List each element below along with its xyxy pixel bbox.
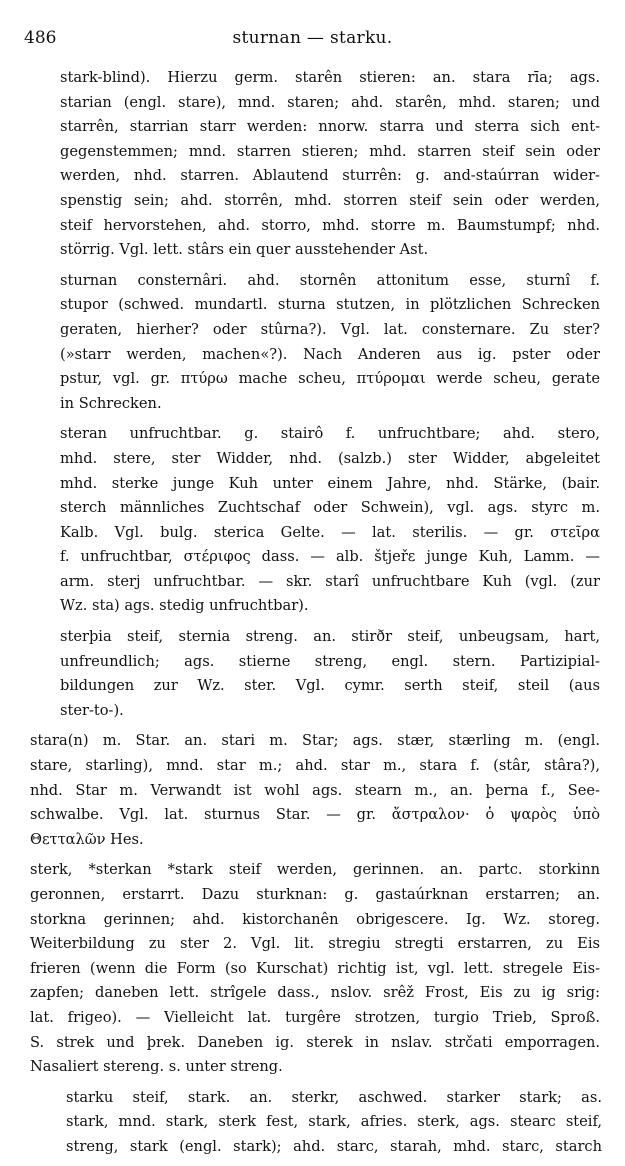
entry-head-line: steran unfruchtbar. g. stairô f. unfruchtbare; ahd. stero, xyxy=(60,425,600,443)
entry-sturnan xyxy=(0,269,625,417)
text-line: störrig. Vgl. lett. stârs ein quer ausstehender Ast. xyxy=(60,241,429,259)
text-line: geronnen, erstarrt. Dazu sturknan: g. gastaúrknan erstarren; an. xyxy=(30,886,600,903)
text-line: zapfen; daneben lett. strîgele dass., nslov. srêž Frost, Eis zu ig srig: xyxy=(30,984,600,1002)
text-line: nhd. Star m. Verwandt ist wohl ags. stearn m., an. þerna f., See- xyxy=(30,781,600,799)
text-line: streng, stark (engl. stark); ahd. starc, starah, mhd. starc, starch xyxy=(66,1137,602,1155)
entry-staran xyxy=(0,729,625,852)
text-line: stupor (schwed. mundartl. sturna stutzen, in plötzlichen Schrecken xyxy=(60,296,600,314)
entry-head-line: sterk, *sterkan *stark steif werden, gerinnen. an. partc. storkinn xyxy=(30,861,600,879)
text-line: stare, starling), mnd. star m.; ahd. star m., stara f. (stâr, stâra?), xyxy=(30,757,600,775)
text-line: (»starr werden, machen«?). Nach Anderen aus ig. pster oder xyxy=(60,345,600,363)
running-title: sturnan — starku. xyxy=(232,28,393,48)
text-line: starrên, starrian starr werden: nnorw. starra und sterra sich ent- xyxy=(60,118,600,136)
text-line: Weiterbildung zu ster 2. Vgl. lit. stregiu stregti erstarren, zu Eis xyxy=(30,935,600,953)
text-line: Θετταλῶν Hes. xyxy=(30,830,144,848)
text-line: arm. sterj unfruchtbar. — skr. starî unfruchtbare Kuh (vgl. (zur xyxy=(60,572,600,590)
entry-starku xyxy=(0,1086,625,1160)
page-number: 486 xyxy=(24,28,57,48)
text-line: Nasaliert stereng. s. unter streng. xyxy=(30,1058,283,1076)
text-line: pstur, vgl. gr. πτύρω mache scheu, πτύρομαι werde scheu, gerate xyxy=(60,370,600,388)
entry-head-line: sturnan consternâri. ahd. stornên attonitum esse, sturnî f. xyxy=(60,271,600,289)
text-line: ster-to-). xyxy=(60,701,124,719)
text-line: Wz. sta) ags. stedig unfruchtbar). xyxy=(60,597,309,615)
text-line: lat. frigeo). — Vielleicht lat. turgêre strotzen, turgio Trieb, Sproß. xyxy=(30,1008,600,1026)
entry-head-line: starku steif, stark. an. sterkr, aschwed. starker stark; as. xyxy=(66,1088,602,1106)
text-line: bildungen zur Wz. ster. Vgl. cymr. serth steif, steil (aus xyxy=(60,677,600,695)
text-line: stark-blind). Hierzu germ. starên stieren: an. stara rīa; ags. xyxy=(60,69,600,86)
text-line: spenstig sein; ahd. storrên, mhd. storren steif sein oder werden, xyxy=(60,191,600,209)
entry-head-line: stara(n) m. Star. an. stari m. Star; ags. stær, stærling m. (engl. xyxy=(30,732,600,750)
text-line: frieren (wenn die Form (so Kurschat) richtig ist, vgl. lett. stregele Eis- xyxy=(30,959,600,977)
entry-head-line: sterþia steif, sternia streng. an. stirðr steif, unbeugsam, hart, xyxy=(60,628,600,646)
entry-stark-blind-continuation xyxy=(0,66,625,263)
entry-steran xyxy=(0,422,625,619)
text-line: mhd. sterke junge Kuh unter einem Jahre, nhd. Stärke, (bair. xyxy=(60,474,600,492)
text-line: sterch männliches Zuchtschaf oder Schwein), vgl. ags. styrc m. xyxy=(60,499,600,517)
entry-sterk xyxy=(0,858,625,1079)
text-line: steif hervorstehen, ahd. storro, mhd. storre m. Baumstumpf; nhd. xyxy=(60,216,600,234)
text-line: gegenstemmen; mnd. starren stieren; mhd. starren steif sein oder xyxy=(60,142,600,160)
text-line: S. strek und þrek. Daneben ig. sterek in nslav. strčati emporragen. xyxy=(30,1033,600,1051)
text-line: Kalb. Vgl. bulg. sterica Gelte. — lat. sterilis. — gr. στεῖρα xyxy=(60,523,600,541)
text-line: unfreundlich; ags. stierne streng, engl. stern. Partizipial- xyxy=(60,652,600,670)
text-line: schwalbe. Vgl. lat. sturnus Star. — gr. ἄστραλον· ὁ ψαρὸς ὑπὸ xyxy=(30,806,600,824)
text-line: starian (engl. stare), mnd. staren; ahd. starên, mhd. staren; und xyxy=(60,93,600,111)
page-header xyxy=(0,28,625,52)
page-body xyxy=(0,66,625,1166)
text-line: f. unfruchtbar, στέριφος dass. — alb. štjeřε junge Kuh, Lamm. — xyxy=(60,548,600,566)
text-line: in Schrecken. xyxy=(60,394,162,412)
text-line: stark, mnd. stark, sterk fest, stark, afries. sterk, ags. stearc steif, xyxy=(66,1113,602,1131)
entry-sterthia xyxy=(0,625,625,723)
text-line: mhd. stere, ster Widder, nhd. (salzb.) ster Widder, abgeleitet xyxy=(60,449,600,467)
text-line: storkna gerinnen; ahd. kistorchanên obrigescere. Ig. Wz. storeg. xyxy=(30,910,600,928)
text-line: werden, nhd. starren. Ablautend sturrên: g. and-staúrran wider- xyxy=(60,167,600,185)
text-line: geraten, hierher? oder stûrna?). Vgl. lat. consternare. Zu ster? xyxy=(60,320,600,338)
